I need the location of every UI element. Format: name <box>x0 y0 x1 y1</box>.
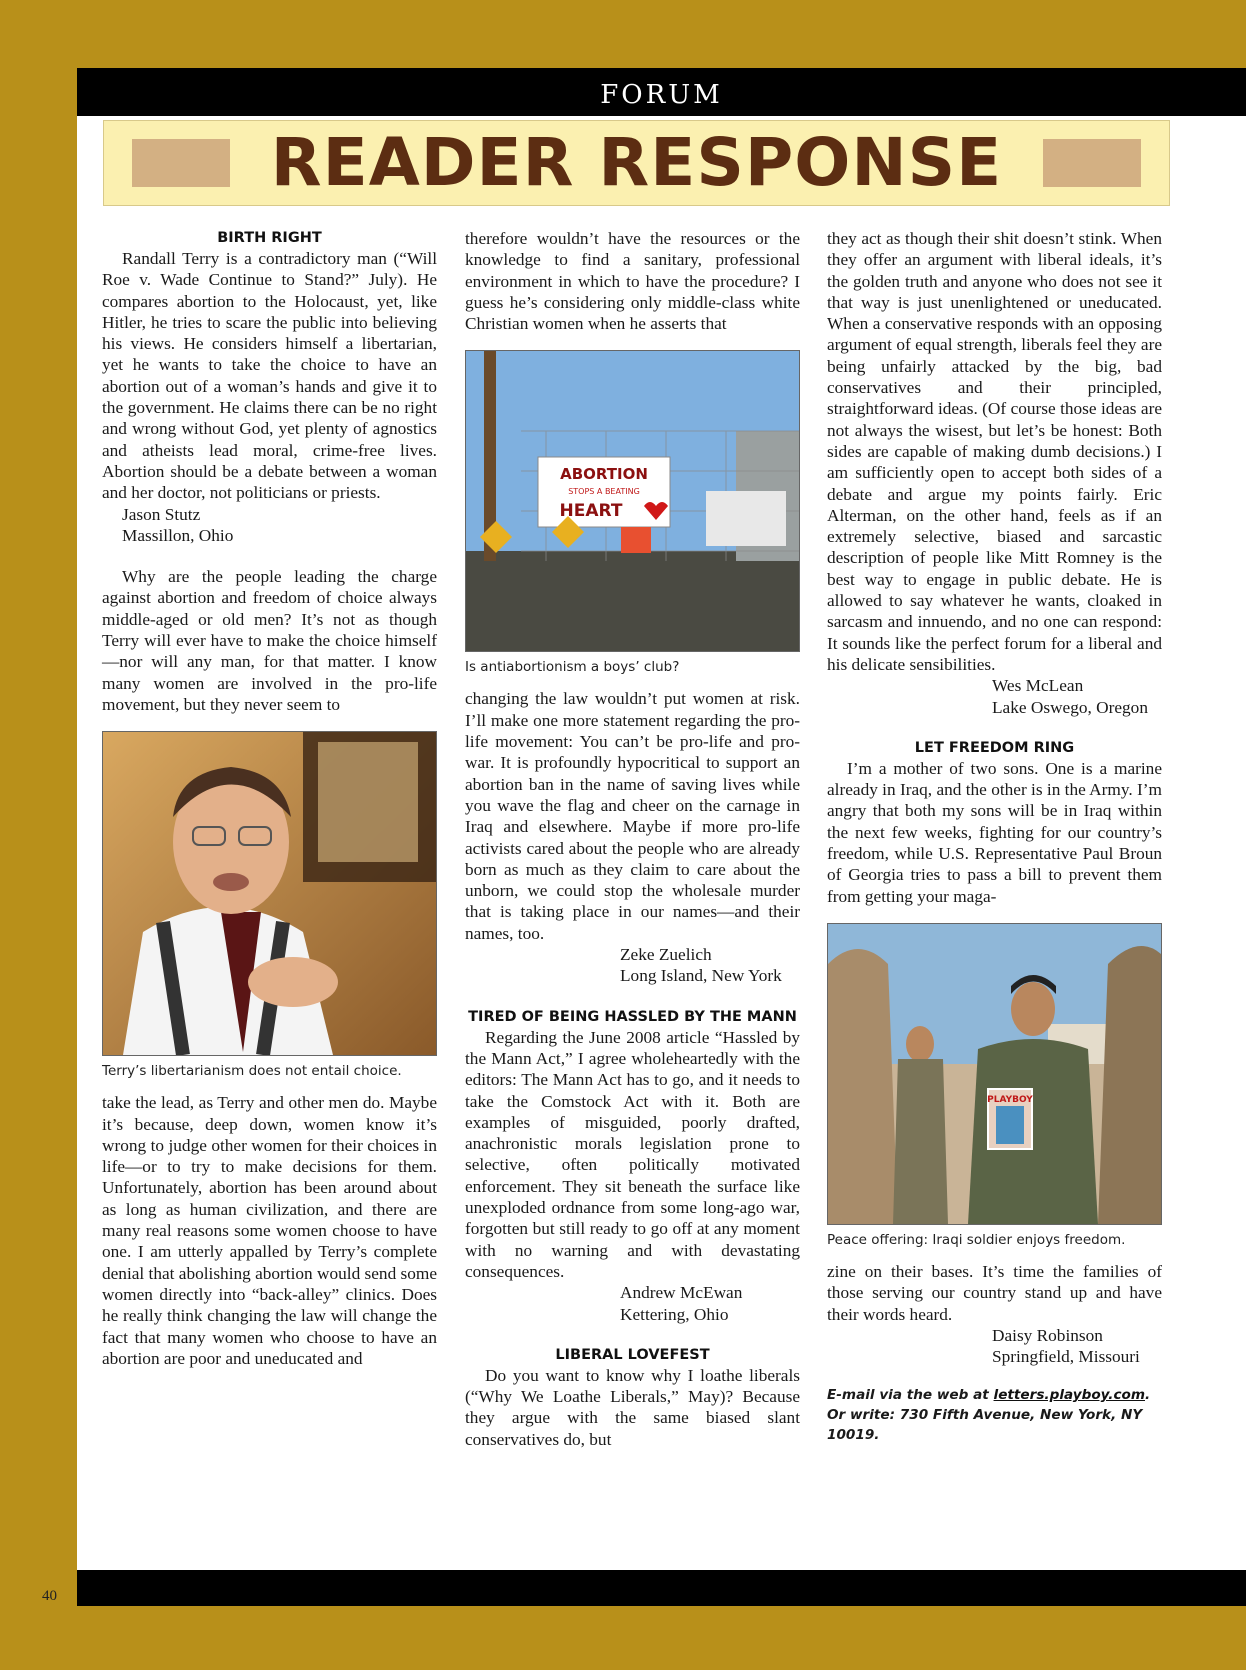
letter-body: therefore wouldn’t have the resources or the knowledge to find a sanitary, professional environment in which to have the procedure? I guess he’s considering only middle-class white Christian women when he asserts that <box>465 229 800 334</box>
contact-suffix: . Or write: 730 Fifth Avenue, New York, NY 10019. <box>827 1387 1151 1444</box>
letter-heading: LIBERAL LOVEFEST <box>555 1346 710 1363</box>
sign-text-line-3: HEART <box>559 501 623 522</box>
magazine-label: PLAYBOY <box>987 1094 1033 1105</box>
signature-place: Long Island, New York <box>620 966 782 986</box>
signature-place: Kettering, Ohio <box>620 1304 729 1324</box>
letters-link[interactable]: letters.playboy.com <box>993 1387 1145 1404</box>
letter-heading: BIRTH RIGHT <box>217 230 322 246</box>
section-header-bar <box>77 68 1246 116</box>
letter-heading: LET FREEDOM RING <box>914 739 1075 756</box>
photo-caption: Terry’s libertarianism does not entail choice. <box>102 1063 402 1080</box>
column-2 <box>465 228 800 1450</box>
letter-body: zine on their bases. It’s time the families of those serving our country stand up and have their words heard. <box>827 1261 1162 1324</box>
contact-prefix: E-mail via the web at <box>827 1387 994 1404</box>
letter-body: Randall Terry is a contradictory man (“Will Roe v. Wade Continue to Stand?” July). He compares abortion to the Holocaust, yet, like Hitler, he tries to scare the public into believing his views. He considers himself a libertarian, yet he wants to take the choice to have an abortion out of a woman’s hands and give it to the government. He claims there can be no right and wrong without God, yet plenty of agnostics and atheists lead moral, crime-free lives. Abortion should be a debate between a woman and her doctor, not politicians or priests. <box>102 249 437 503</box>
protest-sign-image <box>466 351 799 651</box>
column-3 <box>827 228 1162 1445</box>
letter-body: take the lead, as Terry and other men do. Maybe it’s because, deep down, women know it’s wrong to judge other women for their choices in life—or to try to make decisions for them. Unfortunately, abortion has been around about as long as human civilization, and there are many real reasons some women choose to have one. I am utterly appalled by Terry’s complete denial that abolishing abortion would send some women directly into “back-alley” clinics. Does he really think changing the law will change the fact that many women who choose to have an abortion are poor and uneducated and <box>102 1093 438 1368</box>
title-banner <box>103 120 1170 206</box>
signature-name: Wes McLean <box>992 676 1084 696</box>
letter-body: I’m a mother of two sons. One is a marine already in Iraq, and the other is in the Army. I’m angry that both my sons will be in Iraq within the next few weeks, fighting for our country’s freedom, while U.S. Representative Paul Broun of Georgia tries to pass a bill to prevent them from getting your maga- <box>827 758 1162 906</box>
contact-info <box>827 1385 1162 1445</box>
signature-name: Jason Stutz <box>122 504 201 524</box>
signature-place: Springfield, Missouri <box>992 1347 1140 1367</box>
page-title: READER RESPONSE <box>270 124 1003 201</box>
man-portrait-image <box>103 732 436 1055</box>
sign-text-line-1: ABORTION <box>560 465 648 484</box>
magazine-page <box>77 68 1246 1570</box>
signature-name: Zeke Zuelich <box>620 945 712 965</box>
letter-heading: TIRED OF BEING HASSLED BY THE MANN <box>468 1008 797 1025</box>
photo-randall-terry <box>102 731 437 1056</box>
letter-body: they act as though their shit doesn’t stink. When they offer an argument with liberal ideals, it’s the golden truth and anyone who does not see it that way is just unenlightened or uneducated. When a conservative responds with an opposing argument of equal strength, liberals feel they are being unfairly attacked by the big, bad conservatives and their principled, straightforward ideas. (Of course those ideas are not always the wisest, but let’s be honest: Both sides are capable of making dumb decisions.) I am sufficiently open to accept both sides of a debate and argue my points fairly. Eric Alterman, on the other hand, feels as if an extremely selective, biased and sarcastic description of people like Mitt Romney is the best way to engage in public debate. He is allowed to say whatever he wants, cloaked in sarcasm and innuendo, and no one can respond: It sounds like the perfect forum for a liberal and his delicate sensibilities. <box>827 229 1162 674</box>
letter-body: Do you want to know why I loathe liberals (“Why We Loathe Liberals,” May)? Because they argue with the same biased slant conservatives do, but <box>465 1365 800 1449</box>
photo-iraqi-soldier <box>827 923 1162 1225</box>
footer-bar <box>77 1570 1246 1606</box>
signature-place: Lake Oswego, Oregon <box>992 697 1148 717</box>
section-name: FORUM <box>600 80 723 110</box>
signature-name: Andrew McEwan <box>620 1283 743 1303</box>
letter-body: Why are the people leading the charge against abortion and freedom of choice always middle-aged or old men? It’s not as though Terry will ever have to make the choice himself—nor will any man, for that matter. I know many women are involved in the pro-life movement, but they never seem to <box>102 567 437 714</box>
photo-caption: Is antiabortionism a boys’ club? <box>465 659 680 676</box>
photo-abortion-sign <box>465 350 800 652</box>
signature-place: Massillon, Ohio <box>122 525 234 545</box>
letter-body: changing the law wouldn’t put women at risk. I’ll make one more statement regarding the pro-life movement: You can’t be pro-life and pro-war. It is profoundly hypocritical to support an abortion ban in the name of saving lives while you wave the flag and cheer on the carnage in Iraq and elsewhere. Maybe if more pro-life activists cared about the people who are already born as much as they claim to care about the unborn, we could stop the wholesale murder that is taking place in our names—and their names, too. <box>465 689 800 943</box>
letter-body: Regarding the June 2008 article “Hassled by the Mann Act,” I agree wholeheartedly with the editors: The Mann Act has to go, and it needs to take the Comstock Act with it. Both are examples of misguided, poorly drafted, anachronistic morals legislation prone to selective, often politically motivated enforcement. They sit beneath the surface like unexploded ordnance from some long-ago war, forgotten but still ready to go off at any moment with no warning and with devastating consequences. <box>465 1027 800 1281</box>
signature-name: Daisy Robinson <box>992 1325 1103 1345</box>
page-number: 40 <box>42 1588 57 1604</box>
soldiers-image <box>828 924 1161 1224</box>
column-1 <box>102 228 437 1369</box>
sign-text-line-2: STOPS A BEATING <box>568 487 640 497</box>
photo-caption: Peace offering: Iraqi soldier enjoys freedom. <box>827 1231 1126 1248</box>
